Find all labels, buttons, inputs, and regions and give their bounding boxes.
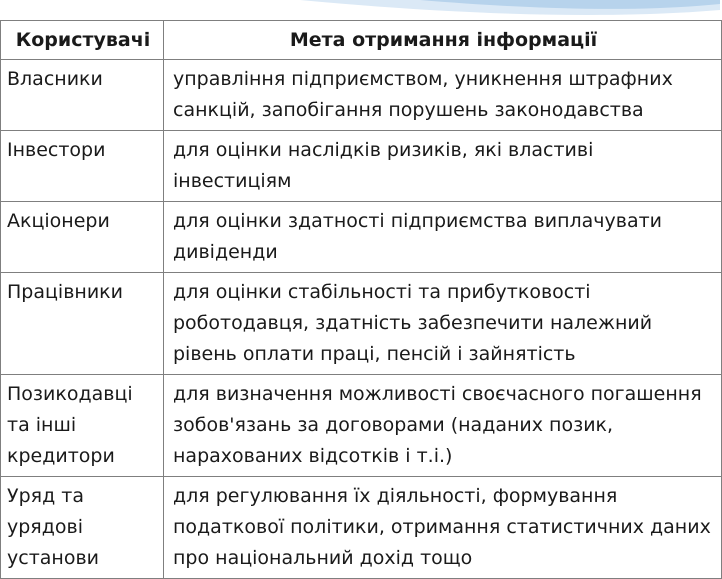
table-row	[1, 477, 722, 579]
purpose-cell: для регулювання їх діяльності, формування податкової політики, отримання статистичних даних про національний дохід тощо	[164, 477, 722, 579]
user-cell: Уряд та урядові установи	[1, 477, 164, 579]
purpose-cell: управління підприємством, уникнення штрафних санкцій, запобігання порушень законодавства	[164, 60, 722, 131]
purpose-cell: для оцінки стабільності та прибутковості роботодавця, здатність забезпечити належний рівень оплати праці, пенсій і зайнятість	[164, 273, 722, 375]
table-row	[1, 131, 722, 202]
header-purpose: Мета отримання інформації	[164, 21, 722, 60]
purpose-cell: для оцінки здатності підприємства виплачувати дивіденди	[164, 202, 722, 273]
purpose-cell: для оцінки наслідків ризиків, які властиві інвестиціям	[164, 131, 722, 202]
table-row	[1, 60, 722, 131]
user-cell: Інвестори	[1, 131, 164, 202]
user-cell: Позикодавці та інші кредитори	[1, 375, 164, 477]
user-cell: Акціонери	[1, 202, 164, 273]
table-row	[1, 375, 722, 477]
table-row	[1, 273, 722, 375]
user-cell: Власники	[1, 60, 164, 131]
info-users-table	[0, 20, 722, 579]
header-users: Користувачі	[1, 21, 164, 60]
table-row	[1, 202, 722, 273]
purpose-cell: для визначення можливості своєчасного погашення зобов'язань за договорами (наданих позик, нарахованих відсотків і т.і.)	[164, 375, 722, 477]
table-header-row	[1, 21, 722, 60]
user-cell: Працівники	[1, 273, 164, 375]
